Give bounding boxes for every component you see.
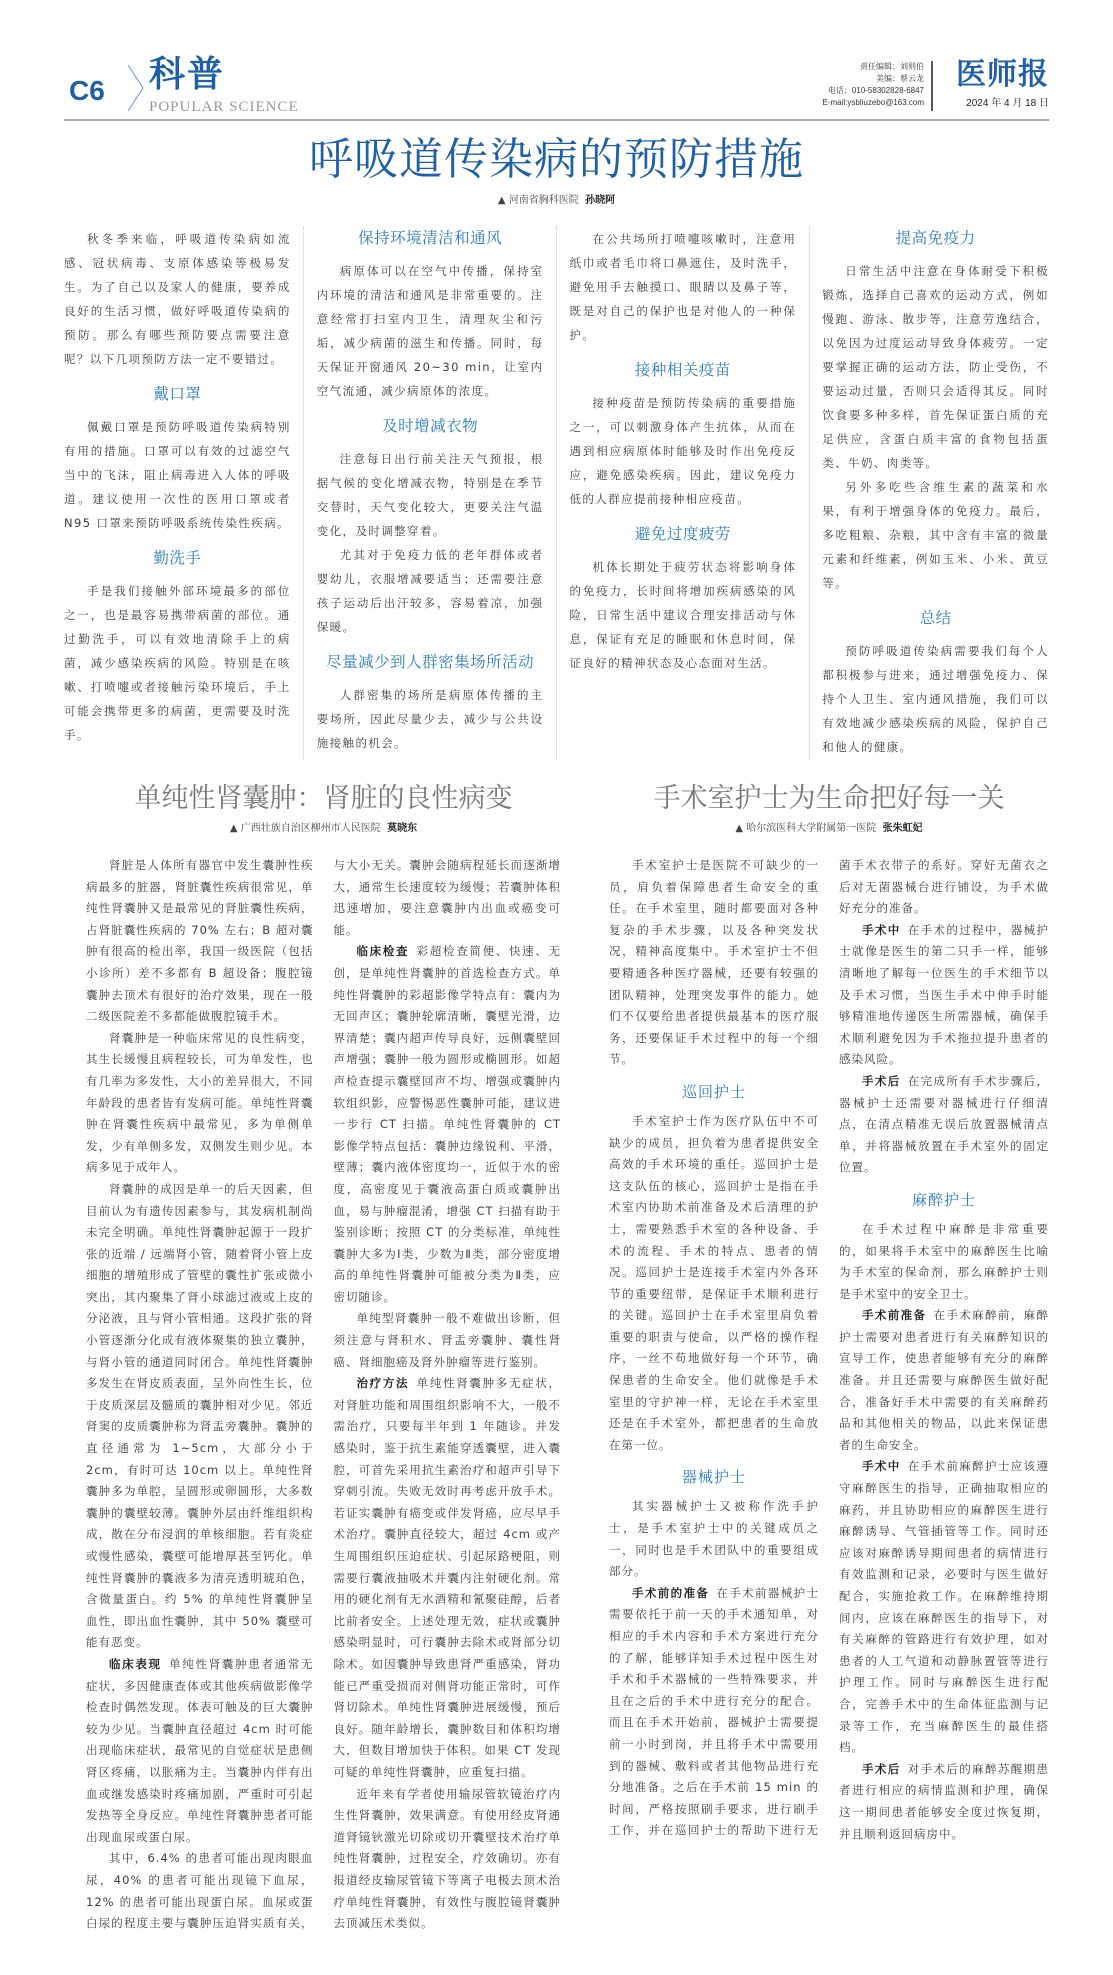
byline-author: 张朱虹妃: [882, 823, 923, 834]
article-title: 单纯性肾囊肿：肾脏的良性病变: [134, 783, 513, 814]
page-number: C6: [69, 75, 105, 106]
paragraph-text: 在手术过程中麻醉是非常重要的，如果将手术室中的麻醉医生比喻为手术室的保命剂，那么麻醉护士则是手术室中的安全卫士。: [839, 1221, 1049, 1301]
paragraph-lead: 手术后: [862, 1073, 901, 1088]
paragraph: [317, 447, 544, 543]
editor: 责任编辑：刘则伯: [860, 62, 924, 71]
section-heading: 避免过度疲劳: [634, 525, 731, 543]
paragraph-text: 对手术后的麻醉苏醒期患者进行相应的病情监测和护理，确保这一期间患者能够安全度过恢复期，并且顺利返回病房中。: [839, 1761, 1049, 1841]
paragraph: [839, 1759, 1049, 1845]
section-title: 科普: [149, 54, 226, 95]
paragraph-lead: 手术前的准备: [632, 1585, 710, 1600]
section-heading: 接种相关疫苗: [634, 361, 731, 379]
paragraph-text: 机体长期处于疲劳状态将影响身体的免疫力，长时间将增加疾病感染的风险，日常生活中建议合理安排活动与休息，保证有充足的睡眠和休息时间，保证良好的精神状态及心态面对生活。: [569, 560, 797, 670]
byline-org: 哈尔滨医科大学附属第一医院: [746, 823, 877, 834]
paragraph-lead: 手术中: [862, 922, 901, 937]
article: [609, 781, 1049, 1935]
paragraph-text: 单纯型肾囊肿一般不难做出诊断，但须注意与肾积水、肾盂旁囊肿、囊性肾癌、肾细胞癌及肾外肿瘤等进行鉴别。: [333, 1311, 561, 1369]
section-heading: 勤洗手: [153, 549, 202, 567]
paragraph: [839, 1456, 1049, 1758]
designer: 美编：蔡云龙: [876, 74, 924, 83]
paragraph-text: 肾囊肿的成因是单一的后天因素，但目前认为有遗传因素参与，其发病机制尚未完全明确。单纯性肾囊肿起源于一段扩张的近端 / 远端肾小管，随着肾小管上皮细胞的增殖形成了管壁的囊性扩张或微小突出，其内聚集了肾小球滤过液或上皮的分泌液，且与肾小管相通。这段扩张的肾小管逐渐分化成有液体聚集的独立囊肿，与肾小管的通道同时闭合。单纯性肾囊肿多发生在肾皮质表面，呈外向性生长，位于皮质深层及髓质的囊肿相对少见。邻近肾窦的皮质囊肿称为肾盂旁囊肿。囊肿的直径通常为 1~5cm，大部分小于 2cm，有时可达 10cm 以上。单纯性肾囊肿多为单腔，呈圆形或卵圆形，大多数囊肿的囊壁较薄。囊肿外层由纤维组织构成，散在分布浸润的单核细胞。若有炎症或慢性感染，囊壁可能增厚甚至钙化。单纯性肾囊肿的囊液多为清亮透明琥珀色，含微量蛋白。约 5% 的单纯性肾囊肿呈血性，即出血性囊肿，其中 50% 囊壁可能有恶变。: [86, 1181, 314, 1650]
section-heading: 及时增减衣物: [382, 417, 479, 435]
paragraph: [317, 543, 544, 639]
section-heading: 总结: [919, 609, 952, 627]
article-byline: [64, 193, 1049, 209]
paragraph-lead: 手术中: [862, 1459, 901, 1474]
paragraph-text: 尤其对于免疫力低的老年群体或者婴幼儿，衣服增减要适当；还需要注意孩子运动后出汗较多，容易着凉，加强保暖。: [316, 548, 544, 634]
paragraph-text: 近年来有学者使用输尿管软镜治疗内生性肾囊肿，效果满意。有使用经皮肾通道肾镜钬激光切除或切开囊壁技术治疗单纯性肾囊肿，过程安全，疗效确切。亦有报道经皮输尿管镜下等离子电极去顶术治疗单纯性肾囊肿，有效性与腹腔镜肾囊肿去顶减压术类似。: [333, 1786, 561, 1931]
article-title: 手术室护士为生命把好每一关: [653, 783, 1005, 814]
paragraph: [86, 855, 314, 1028]
paragraph-text: 单纯性肾囊肿多无症状，对肾脏功能和周围组织影响不大，一般不需治疗，只要每半年到 1 年随诊。并发感染时，鉴于抗生素能穿透囊壁，进入囊腔，可首先采用抗生素治疗和超声引导下穿刺引流。失败无效时再考虑开放手术。若证实囊肿有癌变或伴发肾癌，应尽早手术治疗。囊肿直径较大，超过 4cm 或产生周围组织压迫症状、引起尿路梗阻，则需要行囊液抽吸术并囊内注射硬化剂。常用的硬化剂有无水酒精和氰聚硅醇，后者比前者安全。上述处理无效，症状或囊肿感染明显时，可行囊肿去除术或肾部分切除术。如因囊肿导致患肾严重感染，肾功能已严重受损而对侧肾功能正常时，可作肾切除术。单纯性肾囊肿进展缓慢，预后良好。随年龄增长，囊肿数目和体积均增大，但数目增加快于体积。如果 CT 发现可疑的单纯性肾囊肿，应重复扫描。: [333, 1376, 561, 1779]
issue-date: 2024 年 4 月 18 日: [966, 98, 1049, 109]
article-body: [64, 227, 1049, 759]
paragraph-text: 秋冬季来临，呼吸道传染病如流感、冠状病毒、支原体感染等极易发生。为了自己以及家人的健康，要养成良好的生活习惯，做好呼吸道传染病的预防。那么有哪些预防要点需要注意呢？以下几项预防方法一定不要错过。: [64, 232, 291, 366]
paragraph: [839, 1305, 1049, 1456]
section-heading: 麻醉护士: [911, 1190, 976, 1209]
section-heading: 提高免疫力: [895, 229, 976, 247]
paragraph: [64, 415, 291, 535]
paragraph: [822, 639, 1049, 759]
paragraph-lead: 临床表现: [109, 1656, 162, 1671]
paragraph-text: 肾囊肿是一种临床常见的良性病变，其生长缓慢且病程较长，可为单发性，也有几率为多发性，大小的差异很大，不同年龄段的患者皆有发病可能。单纯性肾囊肿在肾囊性疾病中最常见，多为单侧单发，少有单侧多发，双侧发生则少见。本病多见于成年人。: [86, 1030, 314, 1175]
paragraph: [334, 1308, 562, 1373]
section-title-en: POPULAR SCIENCE: [149, 99, 299, 115]
triangle-icon: ▲: [497, 195, 506, 206]
paragraph: [570, 227, 797, 347]
paragraph: [609, 1496, 819, 1582]
paragraph: [570, 555, 797, 675]
paragraph: [839, 1219, 1049, 1305]
paragraph-text: 彩超检查简便、快速、无创，是单纯性肾囊肿的首选检查方式。单纯性肾囊肿的彩超影像学特点有：囊内为无回声区；囊肿轮廓清晰，囊壁光滑，边界清楚；囊内超声传导良好，远侧囊壁回声增强；囊肿一般为圆形或椭圆形。如超声检查提示囊壁回声不均、增强或囊肿内软组织影，应警惕恶性囊肿可能，建议进一步行 CT 扫描。单纯性肾囊肿的 CT 影像学特点包括：囊肿边缘锐利、平滑，壁薄；囊内液体密度均一，近似于水的密度，高密度见于囊液高蛋白质或囊肿出血，易与肿瘤混淆，增强 CT 扫描有助于鉴别诊断；按照 CT 的分类标准，单纯性囊肿大多为Ⅰ类，少数为Ⅱ类，部分密度增高的单纯性肾囊肿可能被分类为Ⅱ类，应密切随诊。: [333, 944, 561, 1304]
paragraph: [609, 1111, 819, 1457]
paragraph: [64, 579, 291, 747]
paragraph-text: 在手术的过程中，器械护士就像是医生的第二只手一样，能够清晰地了解每一位医生的手术细节以及手术习惯，当医生手术中伸手时能够精准地传递医生所需器械，确保手术顺利避免因为手术拖拉提升患者的感染风险。: [839, 922, 1049, 1067]
paragraph: [64, 227, 291, 371]
paragraph: [86, 1179, 314, 1654]
paragraph: [839, 920, 1049, 1071]
triangle-icon: ▲: [229, 823, 238, 834]
divider: [931, 61, 933, 111]
paragraph: [86, 1654, 314, 1848]
bottom-articles: [64, 781, 1049, 1935]
paragraph-text: 肾脏是人体所有器官中发生囊肿性疾病最多的脏器，肾脏囊性疾病很常见，单纯性肾囊肿又是最常见的肾脏囊性疾病，占肾脏囊性疾病的 70% 左右；B 超对囊肿有很高的检出率，我国一级医院（包括小诊所）差不多都有 B 超设备；腹腔镜囊肿去顶术有很好的治疗效果，现在一般二级医院差不多都能做腹腔镜手术。: [86, 858, 314, 1024]
paragraph: [839, 1071, 1049, 1179]
paragraph-lead: 临床检查: [356, 944, 410, 959]
masthead: [64, 55, 1049, 121]
paragraph-text: 注意每日出行前关注天气预报，根据气候的变化增减衣物，特别是在季节交替时，天气变化较大，更要关注气温变化，及时调整穿着。: [316, 452, 544, 538]
paragraph-text: 手术室护士作为医疗队伍中不可缺少的成员，担负着为患者提供安全高效的手术环境的重任。巡回护士是这支队伍的核心，巡回护士是指在手术室内协助术前准备及术后清理的护士，需要熟悉手术室的各种设备、手术的流程、手术的特点、患者的情况。巡回护士是连接手术室内外各环节的重要纽带，是保证手术顺利进行的关键。巡回护士在手术室里肩负着重要的职责与使命，以严格的操作程序，一丝不苟地做好每一个环节，确保患者的生命安全。他们就像是手术室里的守护神一样，无论在手术室里还是在手术室外，都把患者的生命放在第一位。: [609, 1113, 819, 1452]
paragraph-text: 单纯性肾囊肿患者通常无症状，多因健康查体或其他疾病做影像学检查时偶然发现。体表可触及的巨大囊肿较为少见。当囊肿直径超过 4cm 时可能出现临床症状，最常见的自觉症状是患侧肾区疼痛，以胀痛为主。当囊肿内伴有出血或继发感染时疼痛加剧，严重时可引起发热等全身反应。单纯性肾囊肿患者可能出现血尿或蛋白尿。: [86, 1656, 314, 1844]
article-byline: [86, 821, 561, 837]
paragraph-lead: 手术后: [862, 1761, 901, 1776]
paragraph-text: 另外多吃些含维生素的蔬菜和水果，有利于增强身体的免疫力。最后，多吃粗粮、杂粮，其中含有丰富的微量元素和纤维素，例如玉米、小米、黄豆等。: [822, 480, 1049, 590]
paragraph: [317, 683, 544, 755]
paragraph-text: 预防呼吸道传染病需要我们每个人都积极参与进来，通过增强免疫力、保持个人卫生、室内通风措施，我们可以有效地减少感染疾病的风险，保护自己和他人的健康。: [822, 644, 1049, 754]
byline-org: 河南省胸科医院: [508, 195, 579, 206]
paragraph-text: 手术室护士是医院不可缺少的一员，肩负着保障患者生命安全的重任。在手术室里，随时都要面对各种复杂的手术步骤，以及各种突发状况，精神高度集中。手术室护士不但要精通各种医疗器械，还要有较强的团队精神，处理突发事件的能力。她们不仅要给患者提供最基本的医疗服务，还要保证手术过程中的每一个细节。: [609, 858, 819, 1067]
paragraph-text: 手是我们接触外部环境最多的部位之一，也是最容易携带病菌的部位。通过勤洗手，可以有效地清除手上的病菌，减少感染疾病的风险。特别是在咳嗽、打喷嚏或者接触污染环境后，手上可能会携带更多的病菌，更需要及时洗手。: [64, 584, 291, 742]
paragraph-text: 在手术前器械护士需要依托于前一天的手术通知单，对相应的手术内容和手术方案进行充分的了解，能够详知手术过程中医生对手术和手术器械的一些特殊要求，并且在之后的手术中进行充分的配合。而且在手术开始前，器械护士需要提前一小时到岗，并且将手术中需要用到的器械、敷料或者其他物品进行充分地准备。之后在手术前 15 min 的时间，严格按照刷手要求，进行刷手工作，并在巡回护士的帮助下进行无菌手术衣带子的系好。穿好无菌衣之后对无菌器械台进行铺设，为手术做好充分的准备。: [609, 858, 1049, 1838]
paragraph-text: 其实器械护士又被称作洗手护士，是手术室护士中的关键成员之一，同时也是手术团队中的重要组成部分。: [609, 1499, 819, 1579]
paragraph-text: 在完成所有手术步骤后，器械护士还需要对器械进行仔细清点，在清点精准无误后放置器械清点单，并将器械放置在手术室外的固定位置。: [839, 1073, 1049, 1175]
section-heading: 尽量减少到人群密集场所活动: [326, 653, 535, 671]
paragraph-text: 在公共场所打喷嚏咳嗽时，注意用纸巾或者毛巾将口鼻遮住，及时洗手，避免用手去触摸口、眼睛以及鼻子等，既是对自己的保护也是对他人的一种保护。: [569, 232, 797, 342]
paragraph-lead: 治疗方法: [356, 1376, 410, 1391]
paragraph-text: 日常生活中注意在身体耐受下积极锻炼，选择自己喜欢的运动方式，例如慢跑、游泳、散步等，注意劳逸结合，以免因为过度运动导致身体疲劳。一定要掌握正确的运动方法，防止受伤，不要运动过量，否则只会适得其反。同时饮食要多种多样，首先保证蛋白质的充足供应，含蛋白质丰富的食物包括蛋类、牛奶、肉类等。: [822, 264, 1049, 470]
email: E-mail:ysbliuzebo@163.com: [822, 98, 924, 107]
paragraph: [334, 1373, 562, 1783]
triangle-icon: ▲: [735, 823, 744, 834]
paragraph-text: 接种疫苗是预防传染病的重要措施之一，可以刺激身体产生抗体，从而在遇到相应病原体时能够及时作出免疫反应，避免感染疾病。因此，建议免疫力低的人群应提前接种相应疫苗。: [569, 396, 797, 506]
byline-author: 莫晓东: [387, 823, 418, 834]
byline-author: 孙晓阿: [585, 195, 616, 206]
paragraph-text: 在手术前麻醉护士应该遵守麻醉医生的指导，正确抽取相应的麻药，并且协助相应的麻醉医生进行麻醉诱导、气管插管等工作。同时还应该对麻醉诱导期间患者的病情进行有效监测和记录，必要时与医生做好配合，实施抢救工作。在麻醉维持期间内，应该在麻醉医生的指导下，对有关麻醉的管路进行有效护理，如对患者的人工气道和动静脉置管等进行护理工作。同时与麻醉医生进行配合，完善手术中的生命体征监测与记录等工作，充当麻醉医生的最佳搭档。: [839, 1459, 1049, 1755]
paragraph: [334, 941, 562, 1308]
paragraph-text: 其中，6.4% 的患者可能出现肉眼血尿，40% 的患者可能出现镜下血尿，12% 的患者可能出现蛋白尿。血尿或蛋白尿的程度主要与囊肿压迫肾实质有关，与大小无关。囊肿会随病程延长而逐渐增大，通常生长速度较为缓慢；若囊肿体积迅速增加，要注意囊肿内出血或癌变可能。: [86, 858, 561, 1931]
paragraph: [570, 391, 797, 511]
article-byline: [609, 821, 1049, 837]
section-heading: 巡回护士: [681, 1082, 746, 1101]
phone: 电话：010-58302828-6847: [827, 86, 924, 95]
section-heading: 戴口罩: [153, 385, 202, 403]
paragraph: [609, 855, 819, 1071]
paragraph: [822, 475, 1049, 595]
article-title: 呼吸道传染病的预防措施: [309, 134, 804, 185]
paragraph: [334, 1784, 562, 1935]
newspaper-logo: 医师报: [956, 57, 1049, 92]
paragraph-text: 在手术麻醉前，麻醉护士需要对患者进行有关麻醉知识的宣导工作，使患者能够有充分的麻醉准备。并且还需要与麻醉医生做好配合，准备好手术中需要的有关麻醉药品和其他相关的物品，以此来保证患者的生命安全。: [839, 1308, 1049, 1452]
article-body: [86, 855, 561, 1935]
paragraph-lead: 手术前准备: [862, 1308, 927, 1323]
paragraph-text: 人群密集的场所是病原体传播的主要场所，因此尽量少去，减少与公共设施接触的机会。: [316, 688, 544, 750]
section-heading: 器械护士: [681, 1468, 746, 1487]
paragraph: [86, 1028, 314, 1179]
paragraph-text: 佩戴口罩是预防呼吸道传染病特别有用的措施。口罩可以有效的过滤空气当中的飞沫，阻止病毒进入人体的呼吸道。建议使用一次性的医用口罩或者 N95 口罩来预防呼吸系统传染性疾病。: [64, 420, 291, 530]
paragraph: [822, 259, 1049, 475]
paragraph: [317, 259, 544, 403]
chevron-right-icon: [126, 63, 146, 113]
editor-info: [823, 61, 925, 109]
paragraph-text: 病原体可以在空气中传播，保持室内环境的清洁和通风是非常重要的。注意经常打扫室内卫生，清理灰尘和污垢，减少病菌的滋生和传播。同时，每天保证开窗通风 20~30 min，让室内空气流通，减少病原体的浓度。: [316, 264, 544, 398]
article: [86, 781, 561, 1935]
byline-org: 广西壮族自治区柳州市人民医院: [240, 823, 381, 834]
section-heading: 保持环境清洁和通风: [358, 229, 503, 247]
page: [64, 0, 1049, 1975]
article-body: [609, 855, 1049, 1845]
